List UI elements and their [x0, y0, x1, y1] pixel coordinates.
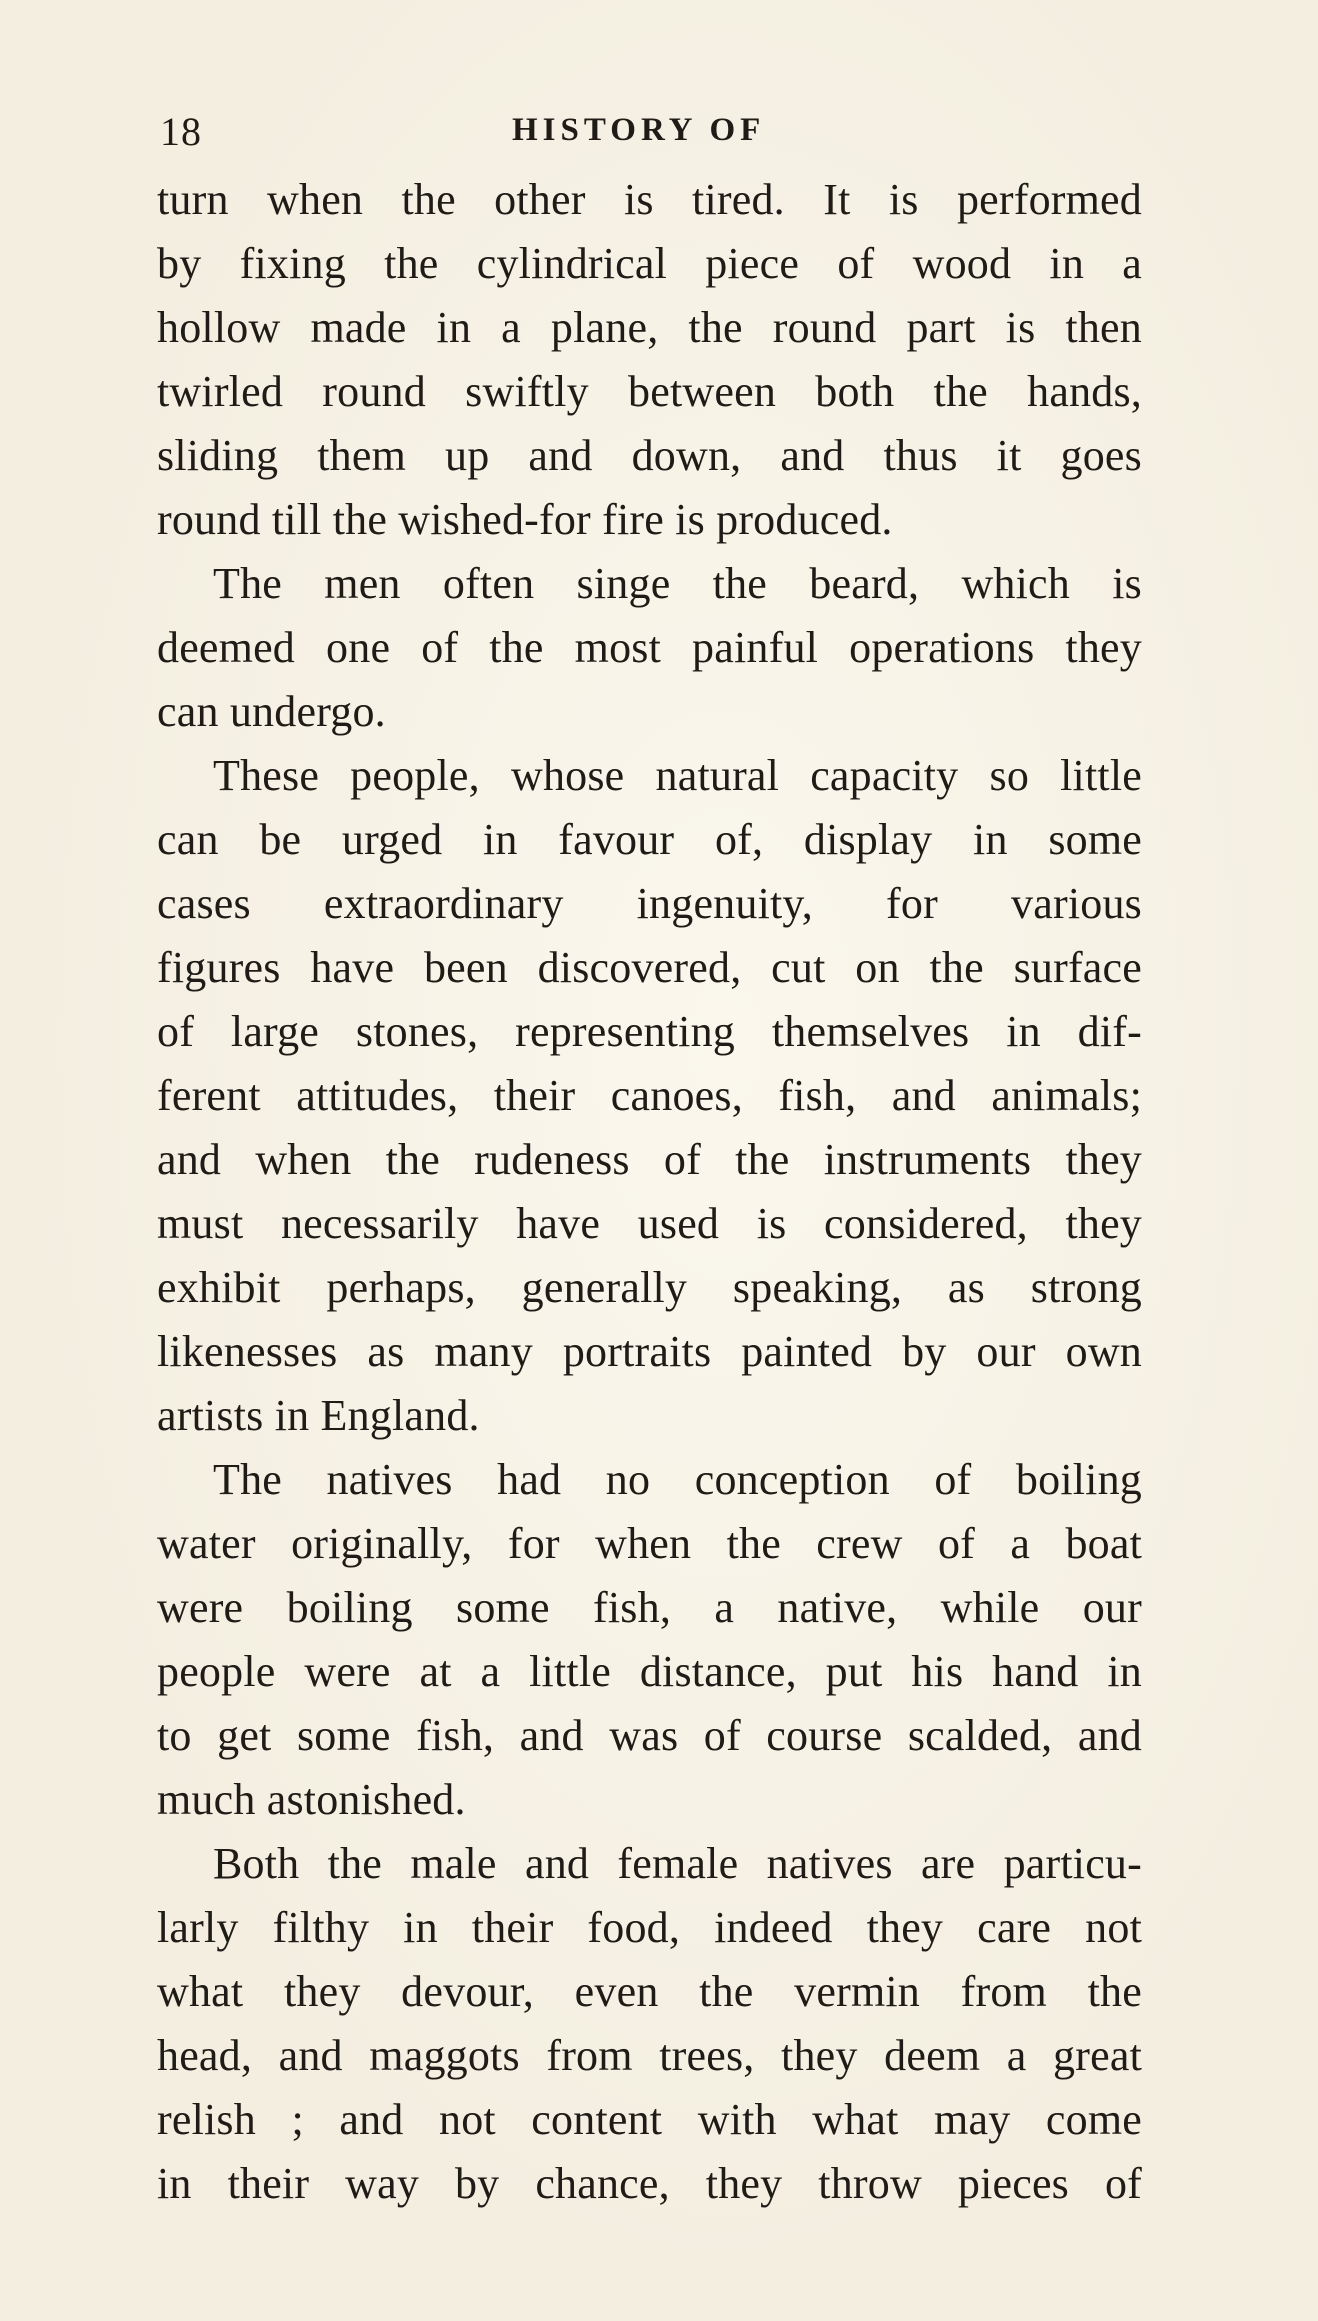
body-text — [157, 168, 1142, 2216]
text-line: twirled round swiftly between both the hands, — [157, 367, 1142, 416]
text-line: deemed one of the most painful operations they — [157, 623, 1142, 672]
text-line: figures have been discovered, cut on the surface — [157, 943, 1142, 992]
text-line: artists in England. — [157, 1391, 480, 1440]
paragraph — [157, 744, 1142, 1448]
text-line: larly filthy in their food, indeed they care not — [157, 1903, 1142, 1952]
paragraph — [157, 552, 1142, 744]
text-line: water originally, for when the crew of a boat — [157, 1519, 1142, 1568]
text-line: must necessarily have used is considered, they — [157, 1199, 1142, 1248]
text-line: relish ; and not content with what may come — [157, 2095, 1142, 2144]
text-line: much astonished. — [157, 1775, 466, 1824]
text-line: can undergo. — [157, 687, 386, 736]
text-line: round till the wished-for fire is produced. — [157, 495, 893, 544]
paragraph — [157, 1448, 1142, 1832]
text-line: and when the rudeness of the instruments they — [157, 1135, 1142, 1184]
text-line: The men often singe the beard, which is — [213, 559, 1142, 608]
text-line: ferent attitudes, their canoes, fish, and animals; — [157, 1071, 1142, 1120]
text-line: These people, whose natural capacity so little — [213, 751, 1142, 800]
text-line: Both the male and female natives are particu- — [213, 1839, 1142, 1888]
text-line: The natives had no conception of boiling — [213, 1455, 1142, 1504]
text-line: sliding them up and down, and thus it goes — [157, 431, 1142, 480]
paragraph — [157, 168, 1142, 552]
text-line: people were at a little distance, put his hand in — [157, 1647, 1142, 1696]
text-line: to get some fish, and was of course scalded, and — [157, 1711, 1142, 1760]
text-line: exhibit perhaps, generally speaking, as strong — [157, 1263, 1142, 1312]
text-line: what they devour, even the vermin from the — [157, 1967, 1142, 2016]
text-line: cases extraordinary ingenuity, for various — [157, 879, 1142, 928]
text-line: in their way by chance, they throw pieces of — [157, 2159, 1142, 2208]
paragraph — [157, 1832, 1142, 2216]
text-line: head, and maggots from trees, they deem a great — [157, 2031, 1142, 2080]
page-header — [160, 108, 1140, 168]
text-line: likenesses as many portraits painted by our own — [157, 1327, 1142, 1376]
text-line: by fixing the cylindrical piece of wood in a — [157, 239, 1142, 288]
text-line: were boiling some fish, a native, while our — [157, 1583, 1142, 1632]
text-line: of large stones, representing themselves in dif- — [157, 1007, 1142, 1056]
text-line: can be urged in favour of, display in some — [157, 815, 1142, 864]
text-line: turn when the other is tired. It is performed — [157, 175, 1142, 224]
text-line: hollow made in a plane, the round part is then — [157, 303, 1142, 352]
page-number: 18 — [160, 109, 202, 154]
running-head: HISTORY OF — [512, 112, 766, 148]
